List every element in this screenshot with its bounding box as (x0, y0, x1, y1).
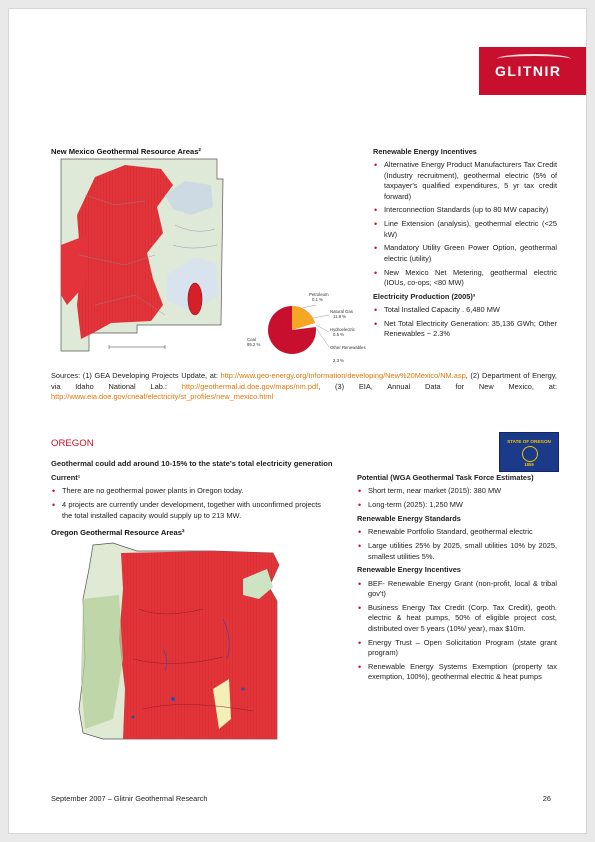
list-item: • Large utilities 25% by 2025, small utilities 10% by 2025, smallest utilities 5%. (357, 541, 557, 562)
pie-value-hydro: 0.5 % (333, 332, 344, 337)
pie-label-coal: Coal (247, 337, 256, 342)
new-mexico-map (55, 155, 251, 355)
sources-text: , (3) EIA, Annual Data for New Mexico, at: (318, 381, 557, 391)
pie-label-petroleum: Petroleum (309, 292, 329, 297)
list-item: • Interconnection Standards (up to 80 MW capacity) (373, 205, 557, 215)
list-item: • Long-term (2025): 1,250 MW (357, 500, 557, 510)
oregon-potential-list (357, 486, 557, 510)
list-item: • Business Energy Tax Credit (Corp. Tax Credit), geoth. electric & heat pumps, 50% of eligible project cost, distributed over 5 years (10%/ year), max $10m. (357, 603, 557, 634)
source-link-gea[interactable]: http://www.geo-energy.org/Information/developing/New%20Mexico/NM.asp (220, 371, 466, 380)
flag-year: 1859 (524, 462, 534, 467)
oregon-current-list (51, 486, 321, 521)
list-item: • Mandatory Utility Green Power Option, geothermal electric (utility) (373, 243, 557, 264)
nm-map-title: New Mexico Geothermal Resource Areas² (51, 147, 201, 156)
pie-value-coal: 85.2 % (247, 342, 261, 347)
oregon-flag (499, 432, 559, 472)
pie-label-natural-gas: Natural Gas (330, 309, 353, 314)
pie-value-other: 2.3 % (333, 358, 344, 363)
sources-note (51, 371, 557, 403)
oregon-current-title: Current¹ (51, 473, 81, 482)
nm-production-title: Electricity Production (2005)³ (373, 291, 476, 301)
report-page (8, 8, 587, 834)
oregon-map (73, 539, 287, 745)
list-item: • Net Total Electricity Generation: 35,136 GWh; Other Renewables ~ 2.3% (373, 319, 557, 340)
list-item: • There are no geothermal power plants in Oregon today. (51, 486, 321, 496)
oregon-headline: Geothermal could add around 10-15% to the state's total electricity generation (51, 459, 333, 468)
pie-value-petroleum: 0.1 % (312, 297, 323, 302)
list-item: • Total Installed Capacity . 6,480 MW (373, 305, 557, 315)
page-number: 26 (542, 794, 551, 803)
list-item: • Energy Trust – Open Solicitation Program (state grant program) (357, 638, 557, 659)
flag-top-text: STATE OF OREGON (507, 439, 551, 444)
oregon-standards-title: Renewable Energy Standards (357, 514, 461, 523)
oregon-current-column (51, 473, 321, 524)
list-item: • Renewable Energy Systems Exemption (property tax exemption, 100%), geothermal electric & heat pumps (357, 662, 557, 683)
oregon-standards-list (357, 527, 557, 562)
list-item: • New Mexico Net Metering, geothermal electric (IOUs, co-ops; <80 MW) (373, 268, 557, 289)
glitnir-logo (479, 47, 586, 95)
oregon-section-title: OREGON (51, 438, 94, 449)
nm-incentives-column (373, 147, 557, 343)
oregon-right-column (357, 473, 557, 686)
list-item: • Line Extension (analysis), geothermal electric (<25 kW) (373, 219, 557, 240)
sources-text: Sources: (1) GEA Developing Projects Update, at: (51, 371, 221, 380)
nm-incentives-title: Renewable Energy Incentives (373, 147, 477, 156)
footer-text: September 2007 – Glitnir Geothermal Research (51, 794, 208, 803)
source-link-doe[interactable]: http://geothermal.id.doe.gov/maps/nm.pdf (181, 381, 319, 391)
list-item: • BEF- Renewable Energy Grant (non-profit, local & tribal gov't) (357, 579, 557, 600)
pie-value-natural-gas: 11.9 % (333, 314, 347, 319)
flag-seal-icon (522, 446, 538, 462)
list-item: • Short term, near market (2015): 380 MW (357, 486, 557, 496)
nm-incentives-list (373, 160, 557, 288)
pie-label-hydro: Hydroelectric (330, 327, 356, 332)
nm-electricity-pie-chart (245, 285, 377, 369)
list-item: • Renewable Portfolio Standard, geothermal electric (357, 527, 557, 537)
source-link-eia[interactable]: http://www.eia.doe.gov/cneaf/electricity/st_profiles/new_mexico.html (51, 392, 274, 402)
pie-label-other: Other Renewables (330, 345, 366, 350)
list-item: • Alternative Energy Product Manufacturers Tax Credit (Industry recruitment), geothermal electric (5% of taxpayer's qualified expenditures, 5 yr tax credit forward) (373, 160, 557, 202)
oregon-potential-title: Potential (WGA Geothermal Task Force Estimates) (357, 473, 534, 482)
list-item: • 4 projects are currently under development, together with unconfirmed projects the total installed capacity would supply up to 213 MW. (51, 500, 321, 521)
oregon-incentives-title: Renewable Energy Incentives (357, 565, 461, 575)
sources-text: , (2) Department of Energy, via Idaho National Lab.: (51, 371, 557, 391)
logo-text: GLITNIR (495, 63, 562, 79)
oregon-incentives-list (357, 579, 557, 683)
oregon-map-title: Oregon Geothermal Resource Areas² (51, 528, 185, 537)
nm-production-list (373, 305, 557, 340)
